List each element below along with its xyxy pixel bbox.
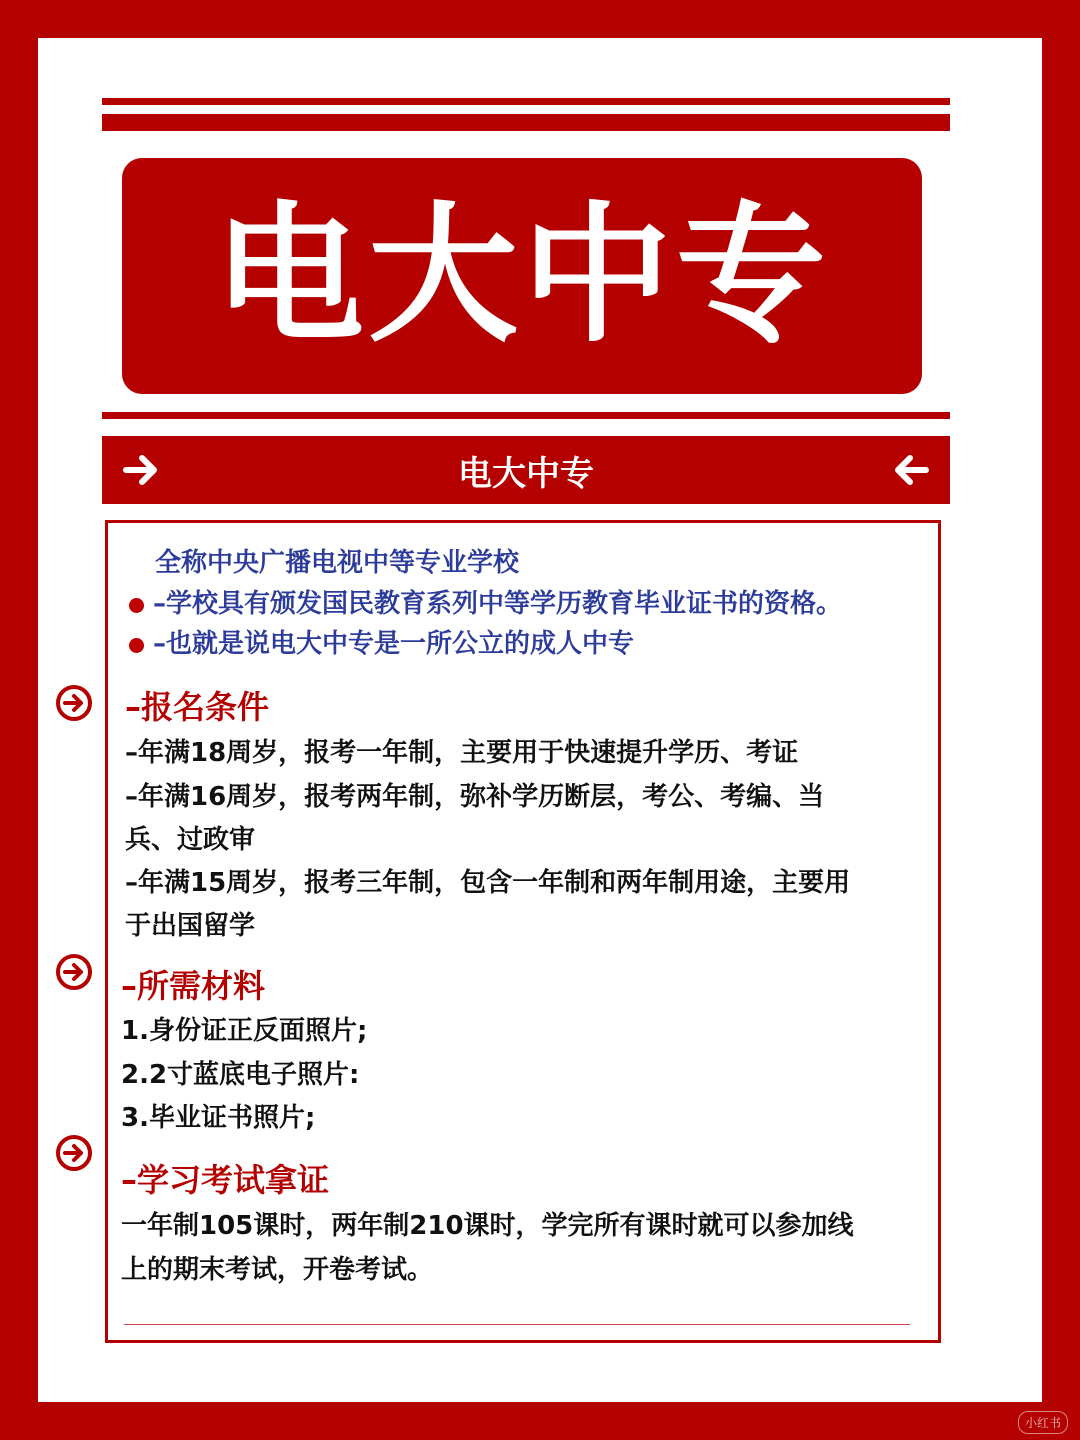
section-heading-enrollment: –报名条件 <box>125 688 270 726</box>
enrollment-line: –年满16周岁，报考两年制，弥补学历断层，考公、考编、当 <box>125 782 825 812</box>
section-heading-materials: –所需材料 <box>121 967 266 1005</box>
top-thin-rule <box>102 98 950 105</box>
banner-title: 电大中专 <box>458 453 594 494</box>
intro-full-name: 全称中央广播电视中等专业学校 <box>155 548 520 578</box>
top-thick-rule <box>102 114 950 131</box>
materials-line: 2.2寸蓝底电子照片: <box>121 1060 360 1090</box>
enrollment-line: 兵、过政审 <box>125 825 256 855</box>
enrollment-line: –年满18周岁，报考一年制，主要用于快速提升学历、考证 <box>125 738 799 768</box>
enrollment-line: 于出国留学 <box>125 911 256 941</box>
title-banner <box>122 158 922 394</box>
arrow-right-icon <box>122 450 162 490</box>
enrollment-line: –年满15周岁，报考三年制，包含一年制和两年制用途，主要用 <box>125 868 851 898</box>
intro-point: –也就是说电大中专是一所公立的成人中专 <box>153 629 635 659</box>
intro-point: –学校具有颁发国民教育系列中等学历教育毕业证书的资格。 <box>153 589 843 619</box>
circle-arrow-icon <box>55 1134 93 1172</box>
study-line: 上的期末考试，开卷考试。 <box>121 1255 434 1285</box>
bullet-dot <box>129 598 144 613</box>
circle-arrow-icon <box>55 953 93 991</box>
page-title: 电大中专 <box>213 189 830 363</box>
study-line: 一年制105课时，两年制210课时，学完所有课时就可以参加线 <box>121 1211 854 1241</box>
section-heading-study: –学习考试拿证 <box>121 1161 330 1199</box>
title-divider-rule <box>102 412 950 419</box>
materials-line: 1.身份证正反面照片; <box>121 1016 368 1046</box>
circle-arrow-icon <box>55 684 93 722</box>
watermark: 小红书 <box>1018 1411 1068 1434</box>
arrow-left-icon <box>890 450 930 490</box>
materials-line: 3.毕业证书照片; <box>121 1103 316 1133</box>
bullet-dot <box>129 638 144 653</box>
section-banner <box>102 436 950 504</box>
bottom-divider <box>124 1324 910 1325</box>
